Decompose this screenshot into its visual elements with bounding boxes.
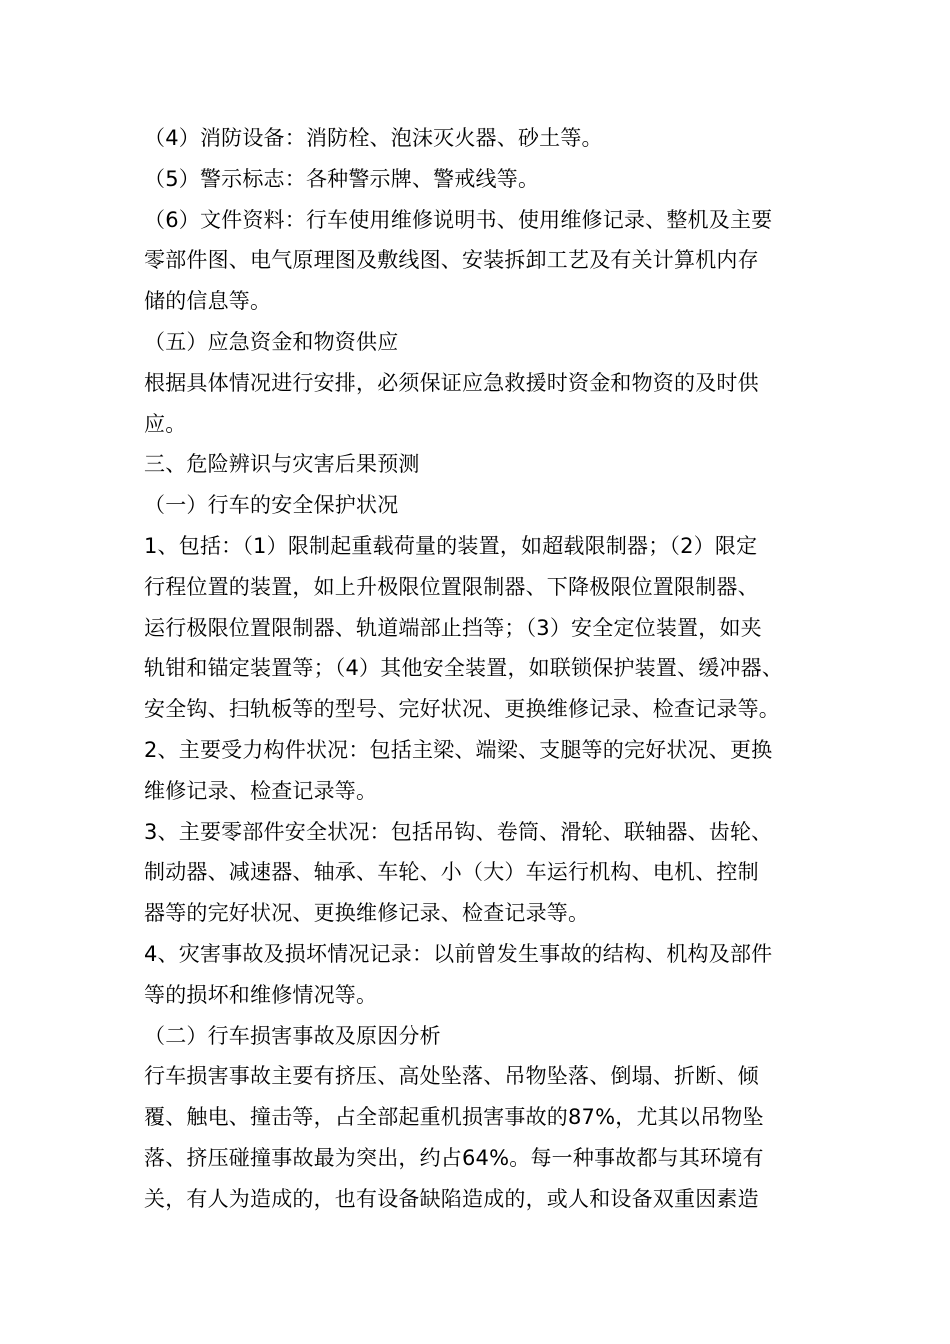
text-line: 器等的完好状况、更换维修记录、检查记录等。 [144,901,590,926]
text-line: 制动器、减速器、轴承、车轮、小（大）车运行机构、电机、控制 [144,860,759,885]
text-line: 储的信息等。 [144,289,272,314]
text-line: 零部件图、电气原理图及敷线图、安装拆卸工艺及有关计算机内存 [144,248,759,273]
text-line: （5）警示标志：各种警示牌、警戒线等。 [144,166,540,191]
section-heading: （二）行车损害事故及原因分析 [144,1023,441,1048]
text-line: 运行极限位置限制器、轨道端部止挡等；（3）安全定位装置，如夹 [144,615,762,640]
text-line: 行程位置的装置，如上升极限位置限制器、下降极限位置限制器、 [144,574,759,599]
document-body [144,118,824,1220]
section-heading: （五）应急资金和物资供应 [144,329,399,354]
text-line: 安全钩、扫轨板等的型号、完好状况、更换维修记录、检查记录等。 [144,697,780,722]
text-line: 根据具体情况进行安排，必须保证应急救援时资金和物资的及时供 [144,370,759,395]
text-line: 4、灾害事故及损坏情况记录：以前曾发生事故的结构、机构及部件 [144,941,773,966]
text-line: 等的损坏和维修情况等。 [144,982,378,1007]
text-line: （4）消防设备：消防栓、泡沫灭火器、砂土等。 [144,126,603,150]
text-line: 行车损害事故主要有挤压、高处坠落、吊物坠落、倒塌、折断、倾 [144,1064,759,1089]
text-line: 关，有人为造成的，也有设备缺陷造成的，或人和设备双重因素造 [144,1186,759,1211]
text-line: 1、包括：（1）限制起重载荷量的装置，如超载限制器；（2）限定 [144,533,758,558]
text-line: 覆、触电、撞击等，占全部起重机损害事故的87%，尤其以吊物坠 [144,1105,764,1130]
text-line: 2、主要受力构件状况：包括主梁、端梁、支腿等的完好状况、更换 [144,737,773,762]
text-line: 3、主要零部件安全状况：包括吊钩、卷筒、滑轮、联轴器、齿轮、 [144,819,773,844]
chapter-heading: 三、危险辨识与灾害后果预测 [144,452,420,477]
text-line: 轨钳和锚定装置等；（4）其他安全装置，如联锁保护装置、缓冲器、 [144,656,784,681]
text-line: 维修记录、检查记录等。 [144,778,378,803]
text-line: 落、挤压碰撞事故最为突出，约占64%。每一种事故都与其环境有 [144,1145,764,1170]
section-heading: （一）行车的安全保护状况 [144,493,399,518]
text-line: 应。 [144,411,187,436]
text-line: （6）文件资料：行车使用维修说明书、使用维修记录、整机及主要 [144,207,773,232]
